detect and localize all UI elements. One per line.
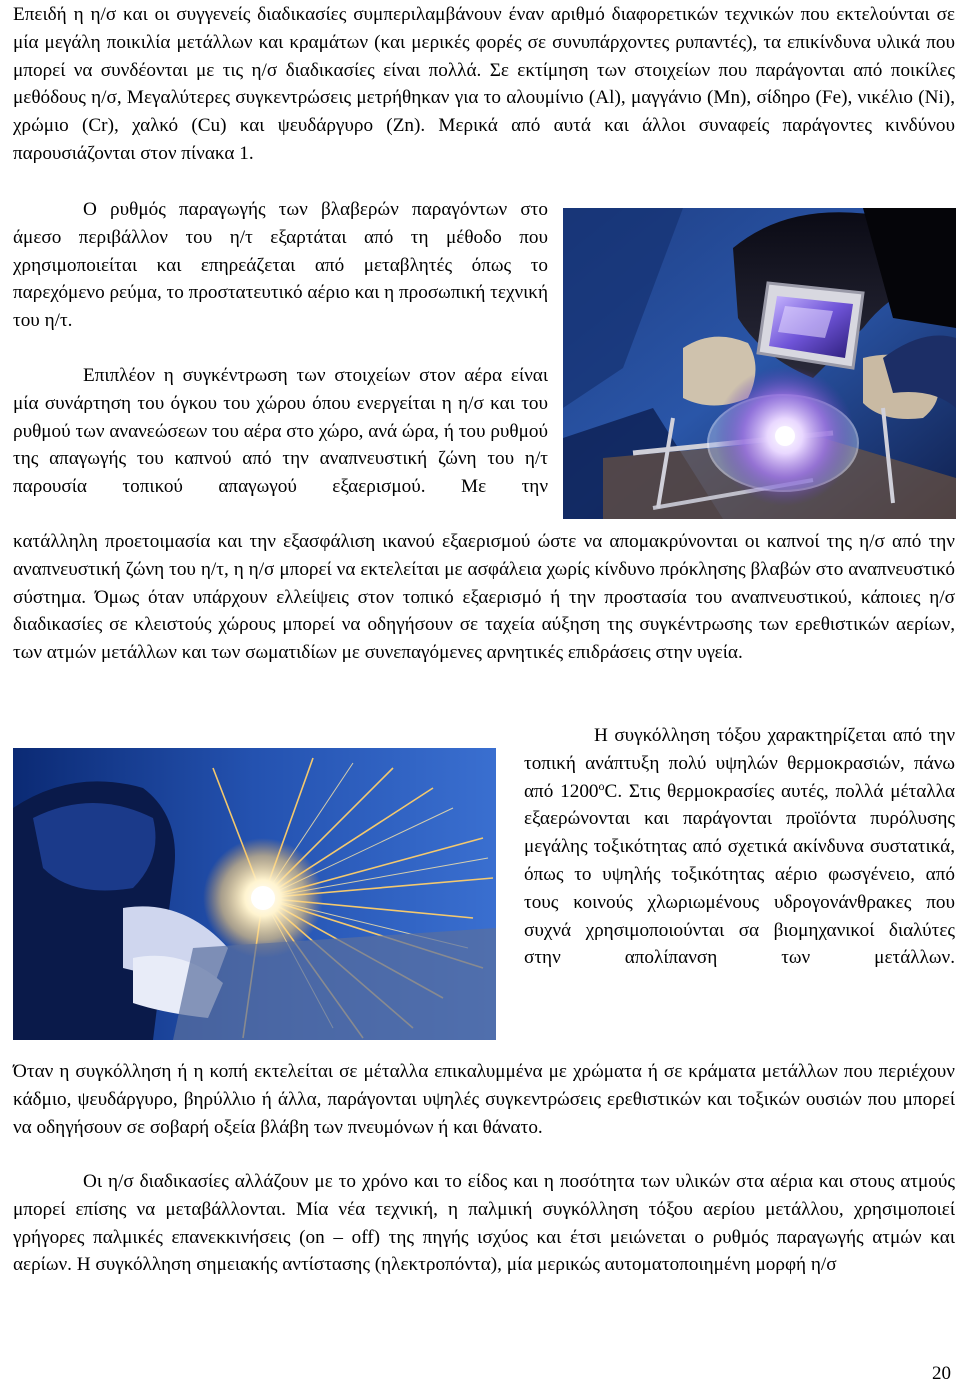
paragraph-hazardous-materials xyxy=(13,1,955,168)
degree-superscript: o xyxy=(598,778,605,793)
text-run: C. Στις θερμοκρασίες αυτές, πολλά μέταλλα εξαερώνονται και παράγονται προϊόντα πυρόλυσης μεγάλης τοξικότητας από σχετικά ακίνδυνα συστατικά, όπως το υψηλής τοξικότητας αέριο φωσγένειο, από τους κοινούς χλωριωμένους υδρογονάνθρακες που συχνά χρησιμοποιούνται σα βιομηχανικοί διαλύτες στην απολίπανση των μετάλλων. xyxy=(524,780,955,969)
paragraph-welding-processes-change xyxy=(13,1168,955,1279)
paragraph-text: Οι η/σ διαδικασίες αλλάζουν με το χρόνο και το είδος και η ποσότητα των υλικών στα αέρια και στους ατμούς μπορεί επίσης να μεταβάλλονται. Μία νέα τεχνική, η παλμική συγκόλληση τόξου αερίου μετάλλου, χρησιμοποιεί γρήγορες παλμικές επανεκκινήσεις (on – off) της πηγής ισχύος και έτσι μειώνεται ο ρυθμός παραγωγής ατμών και αερίων. Η συγκόλληση σημειακής αντίστασης (ηλεκτροπόντα), μία μερικώς αυτοματοποιημένη μορφή η/σ xyxy=(13,1171,955,1276)
paragraph-text: Ο ρυθμός παραγωγής των βλαβερών παραγόντων στο άμεσο περιβάλλον του η/τ εξαρτάται από τη μέθοδο που χρησιμοποιείται και επηρεάζεται από μεταβλητές όπως το παρεχόμενο ρεύμα, το προστατευτικό αέριο και η προσωπική τεχνική του η/τ. xyxy=(13,199,548,332)
paragraph-production-rate xyxy=(13,196,548,335)
paragraph-concentration xyxy=(13,362,548,501)
paragraph-text: Επειδή η η/σ και οι συγγενείς διαδικασίες συμπεριλαμβάνουν έναν αριθμό διαφορετικών τεχνικών που εκτελούνται σε μία μεγάλη ποικιλία μετάλλων και κραμάτων (και μερικές φορές σε συνυπάρχοντες ρυπαντές), τα επικίνδυνα υλικά που μπορεί να συνδέονται με τις η/σ διαδικασίες είναι πολλά. Σε εκτίμηση των στοιχείων που παράγονται από ποικίλες μεθόδους η/σ, Μεγαλύτερες συγκεντρώσεις μετρήθηκαν για το αλουμίνιο (Al), μαγγάνιο (Mn), σίδηρο (Fe), νικέλιο (Ni), χρώμιο (Cr), χαλκό (Cu) και ψευδάργυρο (Zn). Μερικά από αυτά και άλλοι συναφείς παράγοντες κινδύνου παρουσιάζονται στον πίνακα 1. xyxy=(13,4,955,164)
page-number: 20 xyxy=(932,1363,951,1384)
paragraph-arc-welding xyxy=(524,722,955,972)
text-run: Η συγκόλληση τόξου χαρακτηρίζεται από την τοπική ανάπτυξη πολύ υψηλών θερμοκρασιών, πάνω από 1200 xyxy=(524,725,955,802)
welding-sparks-photo xyxy=(13,748,496,1040)
paragraph-coated-metals xyxy=(13,1058,955,1141)
paragraph-text: Όταν η συγκόλληση ή η κοπή εκτελείται σε μέταλλα επικαλυμμένα με χρώματα ή σε κράματα μετάλλων που περιέχουν κάδμιο, ψευδάργυρο, βηρύλλιο ή άλλα, παράγονται υψηλές συγκεντρώσεις ερεθιστικών και τοξικών ουσιών που μπορεί να οδηγήσουν σε σοβαρή οξεία βλάβη των πνευμόνων ή και θάνατο. xyxy=(13,1061,955,1138)
paragraph-text xyxy=(524,722,955,972)
paragraph-concentration-continued xyxy=(13,528,955,667)
welder-helmet-photo xyxy=(563,208,956,519)
paragraph-text: κατάλληλη προετοιμασία και την εξασφάλιση ικανού εξαερισμού ώστε να απομακρύνονται οι καπνοί της η/σ από την αναπνευστική ζώνη του η/τ, η η/σ μπορεί να εκτελείται με ασφάλεια χωρίς κίνδυνο πρόκλησης βλαβών στο αναπνευστικό σύστημα. Όμως όταν υπάρχουν ελλείψεις στον τοπικό εξαερισμό ή την προστασία του αναπνευστικού, κάποιες η/σ διαδικασίες σε κλειστούς χώρους μπορεί να οδηγήσουν σε ταχεία αύξηση της συγκέντρωσης των ερεθιστικών αερίων, των ατμών μετάλλων και των σωματιδίων με συνεπαγόμενες αρνητικές επιδράσεις στην υγεία. xyxy=(13,531,955,664)
paragraph-text: Επιπλέον η συγκέντρωση των στοιχείων στον αέρα είναι μία συνάρτηση του όγκου του χώρου όπου ενεργείται η η/σ και του ρυθμού των ανανεώσεων του αέρα στο χώρο, ανά ώρα, ή του ρυθμού της απαγωγής του καπνού από την αναπνευστική ζώνη του η/τ παρουσία τοπικού απαγωγού εξαερισμού. Με την xyxy=(13,365,548,498)
